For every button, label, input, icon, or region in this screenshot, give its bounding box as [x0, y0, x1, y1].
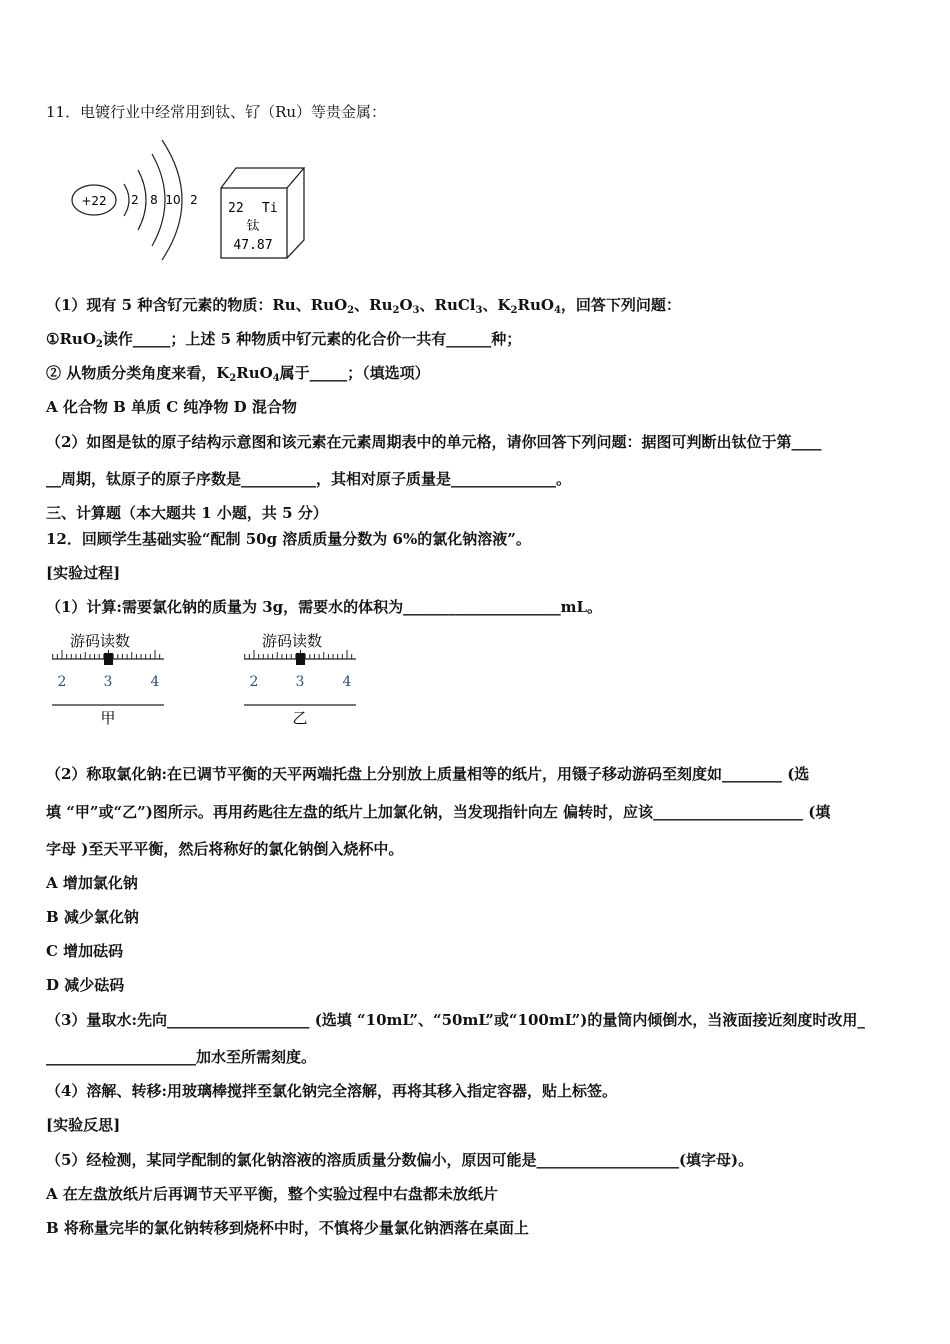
q11-part2-line2: __周期，钛原子的原子序数是__________，其相对原子质量是______________。 [46, 470, 572, 488]
ruler-yi [242, 628, 362, 730]
atom-structure-diagram [62, 134, 212, 264]
q12-part3-line2: ____________________加水至所需刻度。 [46, 1048, 317, 1066]
ruler-jia-title: 游码读数 [69, 632, 131, 650]
q11-part1-stem: （1）现有 5 种含钌元素的物质：Ru、RuO$_2$、$Ru_2O_3$、RuCl$_3$、$K_2RuO_4$，回答下列问题： [46, 296, 681, 316]
q11-options: A 化合物 B 单质 C 纯净物 D 混合物 [46, 398, 297, 416]
ruler-jia-rider [104, 653, 113, 665]
atomic-number: 22 [228, 201, 244, 216]
q12-part2-line3: 字母 )至天平平衡，然后将称好的氯化钠倒入烧杯中。 [46, 840, 404, 858]
ruler-yi-tick-2: 2 [249, 674, 259, 690]
element-symbol: Ti [262, 201, 278, 216]
nucleus-charge: +22 [81, 194, 107, 208]
ruler-yi-rider [296, 653, 305, 665]
section-3-heading: 三、计算题（本大题共 1 小题，共 5 分） [46, 504, 328, 522]
ruler-jia [50, 628, 170, 730]
atomic-mass: 47.87 [233, 238, 273, 253]
ruler-jia-tick-4: 4 [150, 674, 160, 690]
q12-part2-line2: 填 “甲”或“乙”)图所示。再用药匙往左盘的纸片上加氯化钠，当发现指针向左 偏转时，应该____________________ (填 [46, 803, 831, 821]
ruler-jia-tick-3: 3 [103, 674, 113, 690]
q12-part5-option-b: B 将称量完毕的氯化钠转移到烧杯中时，不慎将少量氯化钠洒落在桌面上 [46, 1219, 529, 1237]
ruler-yi-label: 乙 [292, 709, 308, 727]
periodic-table-cell [216, 160, 316, 264]
q12-option-a: A 增加氯化钠 [46, 874, 138, 892]
q12-option-b: B 减少氯化钠 [46, 908, 139, 926]
shell-1-count: 2 [131, 193, 139, 207]
q12-option-c: C 增加砝码 [46, 942, 124, 960]
q12-part3-line1: （3）量取水:先向___________________ (选填 “10mL”、“50mL”或“100mL”)的量筒内倾倒水，当液面接近刻度时改用_ [46, 1011, 865, 1029]
question-11-title: 11．电镀行业中经常用到钛、钌（Ru）等贵金属： [46, 103, 387, 121]
experiment-reflection-label: [实验反思] [46, 1116, 121, 1134]
ruler-jia-tick-2: 2 [57, 674, 67, 690]
ruler-yi-title: 游码读数 [261, 632, 323, 650]
q12-part2-line1: （2）称取氯化钠:在已调节平衡的天平两端托盘上分别放上质量相等的纸片，用镊子移动游码至刻度如________ (选 [46, 765, 810, 783]
q12-part5: （5）经检测，某同学配制的氯化钠溶液的溶质质量分数偏小，原因可能是___________________(填字母)。 [46, 1151, 754, 1169]
experiment-process-label: [实验过程] [46, 564, 121, 582]
shell-2-count: 8 [150, 193, 158, 207]
q12-option-d: D 减少砝码 [46, 976, 125, 994]
ruler-yi-tick-4: 4 [342, 674, 352, 690]
ruler-jia-label: 甲 [100, 709, 116, 727]
shell-4-count: 2 [190, 193, 198, 207]
q11-sub1: ①RuO$_2$读作_____；上述 5 种物质中钌元素的化合价一共有______种； [46, 330, 522, 350]
ruler-yi-tick-3: 3 [295, 674, 305, 690]
element-name: 钛 [246, 219, 260, 234]
q12-part1: （1）计算:需要氯化钠的质量为 3g，需要水的体积为_____________________mL。 [46, 598, 603, 616]
q11-part2-line1: （2）如图是钛的原子结构示意图和该元素在元素周期表中的单元格，请你回答下列问题：据图可判断出钛位于第____ [46, 433, 822, 451]
question-12-title: 12．回顾学生基础实验“配制 50g 溶质质量分数为 6%的氯化钠溶液”。 [46, 530, 531, 548]
q11-sub2: ② 从物质分类角度来看，$K_2RuO_4$属于_____；（填选项） [46, 364, 430, 384]
q12-part4: （4）溶解、转移:用玻璃棒搅拌至氯化钠完全溶解，再将其移入指定容器，贴上标签。 [46, 1082, 617, 1100]
q12-part5-option-a: A 在左盘放纸片后再调节天平平衡，整个实验过程中右盘都未放纸片 [46, 1185, 498, 1203]
shell-3-count: 10 [165, 193, 181, 207]
